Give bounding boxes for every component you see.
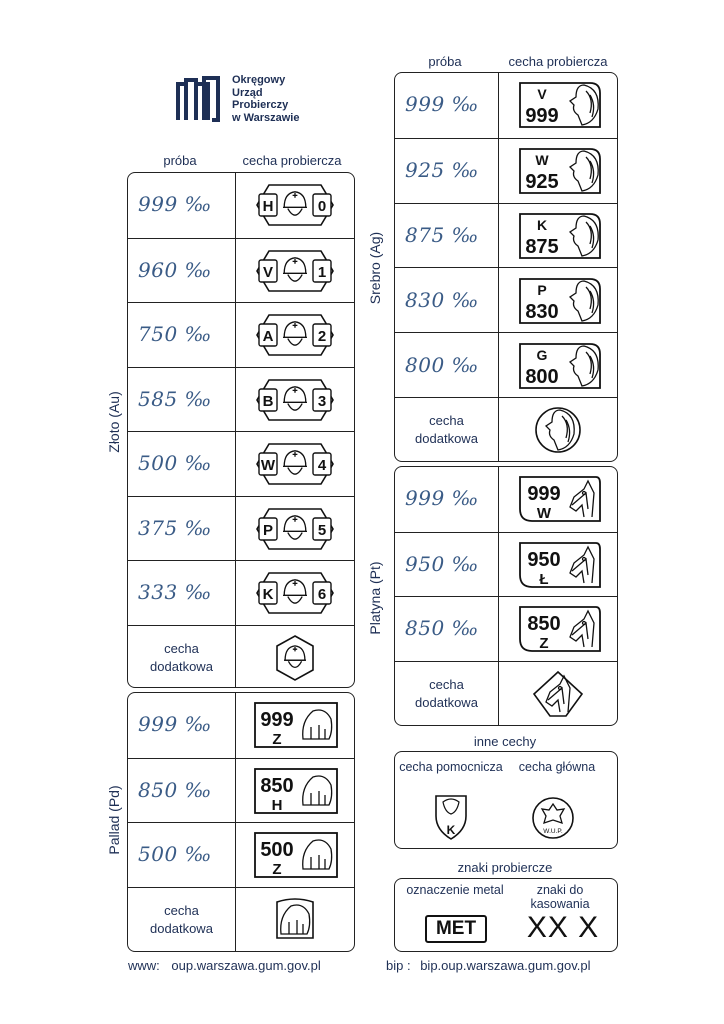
silver-hallmark-icon	[510, 145, 606, 197]
gold-row	[128, 238, 354, 304]
silver-row	[395, 138, 617, 204]
hallmarks-title: znaki probiercze	[457, 860, 553, 875]
silver-header-mark: cecha probiercza	[508, 54, 608, 69]
gold-header-mark: cecha probiercza	[242, 153, 342, 168]
silver-purity: 875 ‰	[405, 222, 479, 247]
palladium-hallmark-icon	[247, 699, 343, 751]
svg-text:4: 4	[317, 457, 326, 475]
silver-purity: 830 ‰	[405, 287, 479, 312]
silver-hallmark-icon	[510, 210, 606, 262]
svg-text:W: W	[536, 505, 551, 523]
gold-extra-hallmark-icon	[247, 632, 343, 684]
platinum-purity: 999 ‰	[405, 486, 479, 511]
gold-header-proba: próba	[163, 153, 197, 168]
svg-text:950: 950	[526, 548, 561, 571]
svg-text:W: W	[534, 152, 549, 169]
platinum-label: Platyna (Pt)	[367, 561, 383, 635]
gold-purity: 500 ‰	[138, 451, 212, 476]
palladium-row	[128, 758, 354, 824]
gold-purity: 999 ‰	[138, 192, 212, 217]
gold-hallmark-icon	[247, 503, 343, 555]
gold-purity: 585 ‰	[138, 386, 212, 411]
platinum-row	[395, 467, 617, 532]
silver-extra-row	[395, 397, 617, 463]
svg-text:830: 830	[524, 300, 559, 323]
platinum-row	[395, 596, 617, 662]
svg-text:999: 999	[526, 483, 561, 506]
platinum-extra-hallmark-icon	[510, 668, 606, 720]
gold-label: Złoto (Au)	[106, 391, 122, 453]
svg-text:925: 925	[524, 171, 559, 194]
silver-row	[395, 203, 617, 269]
silver-hallmark-icon	[510, 275, 606, 327]
gold-row	[128, 173, 354, 238]
silver-header-proba: próba	[428, 54, 462, 69]
silver-row	[395, 332, 617, 398]
svg-text:800: 800	[524, 365, 559, 388]
footer-www-link[interactable]: oup.warszawa.gum.gov.pl	[171, 958, 321, 973]
platinum-hallmark-icon	[510, 473, 606, 525]
metal-label: oznaczenie metal	[406, 883, 504, 897]
main-mark-label: cecha główna	[518, 760, 596, 774]
svg-text:K: K	[536, 216, 547, 233]
platinum-purity: 850 ‰	[405, 616, 479, 641]
svg-text:999: 999	[524, 105, 559, 128]
gold-row	[128, 431, 354, 497]
svg-text:K: K	[262, 586, 273, 604]
svg-text:Z: Z	[271, 731, 282, 749]
silver-extra-label: cecha dodatkowa	[415, 413, 478, 447]
palladium-extra-row	[128, 887, 354, 953]
palladium-row	[128, 693, 354, 758]
svg-text:H: H	[262, 198, 273, 216]
platinum-hallmark-icon	[510, 603, 606, 655]
gold-row	[128, 496, 354, 562]
footer-bip-link[interactable]: bip.oup.warszawa.gum.gov.pl	[420, 958, 591, 973]
gold-hallmark-icon	[247, 438, 343, 490]
silver-panel	[394, 72, 618, 462]
office-logo	[172, 70, 352, 130]
footer-www	[128, 958, 321, 973]
office-logo-icon	[172, 70, 228, 126]
silver-hallmark-icon	[510, 340, 606, 392]
gold-extra-label: cecha dodatkowa	[150, 640, 213, 674]
svg-text:P: P	[262, 521, 273, 539]
gold-panel	[127, 172, 355, 688]
palladium-extra-label: cecha dodatkowa	[150, 902, 213, 936]
gold-purity: 333 ‰	[138, 580, 212, 605]
svg-text:B: B	[262, 392, 273, 410]
svg-text:V: V	[262, 263, 273, 281]
palladium-purity: 850 ‰	[138, 777, 212, 802]
palladium-extra-hallmark-icon	[247, 894, 343, 946]
silver-hallmark-icon	[510, 79, 606, 131]
metal-mark-box: MET	[425, 915, 487, 943]
svg-text:850: 850	[526, 613, 561, 636]
aux-mark-label: cecha pomocnicza	[399, 760, 503, 774]
other-marks-title: inne cechy	[473, 734, 537, 749]
palladium-purity: 500 ‰	[138, 842, 212, 867]
svg-text:K: K	[446, 823, 456, 837]
other-marks-panel	[394, 751, 618, 849]
gold-row	[128, 367, 354, 433]
svg-text:A: A	[262, 328, 273, 346]
svg-text:W: W	[260, 457, 275, 475]
silver-row	[395, 73, 617, 138]
silver-extra-hallmark-icon	[510, 404, 606, 456]
palladium-label: Pallad (Pd)	[106, 785, 122, 855]
palladium-panel	[127, 692, 355, 952]
gold-purity: 960 ‰	[138, 257, 212, 282]
svg-text:G: G	[536, 346, 547, 363]
silver-purity: 925 ‰	[405, 158, 479, 183]
svg-text:Z: Z	[538, 635, 549, 653]
palladium-purity: 999 ‰	[138, 712, 212, 737]
gold-row	[128, 560, 354, 626]
svg-text:Ł: Ł	[538, 570, 549, 588]
palladium-hallmark-icon	[247, 829, 343, 881]
svg-text:500: 500	[259, 839, 294, 862]
gold-hallmark-icon	[247, 374, 343, 426]
gold-hallmark-icon	[247, 567, 343, 619]
main-eagle-icon	[531, 796, 575, 840]
gold-row	[128, 302, 354, 368]
svg-text:875: 875	[524, 235, 559, 258]
platinum-hallmark-icon	[510, 539, 606, 591]
cancel-label: znaki do kasowania	[530, 883, 590, 911]
svg-text:999: 999	[259, 709, 294, 732]
gold-hallmark-icon	[247, 245, 343, 297]
gold-hallmark-icon	[247, 179, 343, 231]
palladium-row	[128, 822, 354, 888]
silver-row	[395, 267, 617, 333]
svg-text:6: 6	[317, 586, 326, 604]
silver-label: Srebro (Ag)	[367, 231, 383, 305]
svg-text:H: H	[271, 796, 282, 814]
palladium-hallmark-icon	[247, 765, 343, 817]
svg-text:V: V	[536, 86, 547, 103]
platinum-row	[395, 532, 617, 598]
gold-hallmark-icon	[247, 309, 343, 361]
svg-text:W.U.P.: W.U.P.	[543, 828, 563, 835]
svg-text:2: 2	[317, 328, 326, 346]
aux-shield-icon	[433, 792, 469, 842]
platinum-purity: 950 ‰	[405, 551, 479, 576]
gold-purity: 375 ‰	[138, 515, 212, 540]
office-name: Okręgowy Urząd Probierczy w Warszawie	[232, 74, 300, 124]
svg-text:850: 850	[259, 774, 294, 797]
svg-text:Z: Z	[271, 861, 282, 879]
platinum-extra-row	[395, 661, 617, 727]
gold-purity: 750 ‰	[138, 322, 212, 347]
footer-bip-label: bip :	[386, 958, 411, 973]
cancel-marks: XX X	[526, 911, 600, 944]
platinum-panel	[394, 466, 618, 726]
svg-text:P: P	[536, 281, 547, 298]
svg-text:1: 1	[317, 263, 326, 281]
silver-purity: 999 ‰	[405, 92, 479, 117]
svg-text:0: 0	[317, 198, 326, 216]
footer-bip	[386, 958, 591, 973]
svg-text:3: 3	[317, 392, 326, 410]
hallmarks-panel	[394, 878, 618, 952]
platinum-extra-label: cecha dodatkowa	[415, 676, 478, 710]
gold-extra-row	[128, 625, 354, 691]
svg-text:5: 5	[317, 521, 326, 539]
footer-www-label: www:	[128, 958, 160, 973]
silver-purity: 800 ‰	[405, 352, 479, 377]
